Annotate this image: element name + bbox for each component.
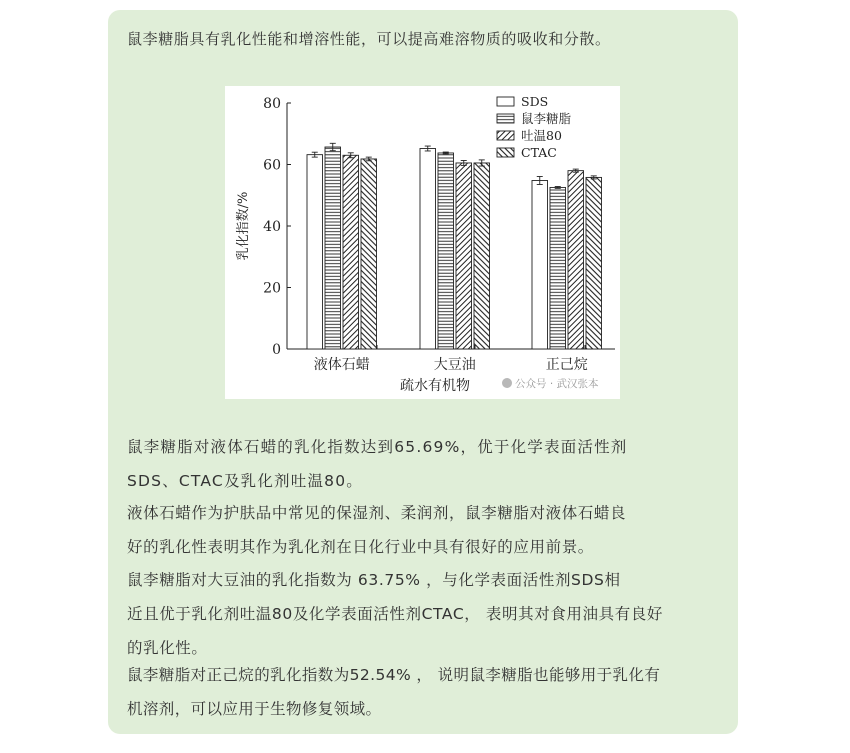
bar: [532, 180, 548, 349]
legend-swatch: [497, 148, 514, 157]
wechat-icon: [502, 378, 512, 388]
bar: [307, 155, 323, 349]
bar: [586, 177, 602, 349]
y-tick-label: 0: [272, 342, 281, 358]
legend-label: 吐温80: [521, 128, 562, 143]
intro-text: 鼠李糖脂具有乳化性能和增溶性能，可以提高难溶物质的吸收和分散。: [127, 30, 611, 48]
legend-swatch: [497, 114, 514, 123]
paragraph-liquid-paraffin: [127, 430, 727, 498]
paragraph-line: 鼠李糖脂对大豆油的乳化指数为 63.75% ，与化学表面活性剂SDS相: [127, 571, 621, 589]
paragraph-line: 鼠李糖脂对正己烷的乳化指数为52.54% ， 说明鼠李糖脂也能够用于乳化有: [127, 666, 661, 684]
paragraph-line: 好的乳化性表明其作为乳化剂在日化行业中具有很好的应用前景。: [127, 538, 594, 556]
x-tick-label: 正己烷: [545, 357, 588, 373]
x-tick-label: 液体石蜡: [313, 357, 370, 373]
paragraph-line: 机溶剂，可以应用于生物修复领域。: [127, 700, 382, 718]
y-tick-label: 80: [263, 96, 281, 112]
paragraph-line: SDS、CTAC及乳化剂吐温80。: [127, 472, 363, 490]
bar: [550, 187, 566, 349]
y-tick-label: 40: [263, 219, 281, 235]
y-tick-label: 20: [263, 280, 281, 297]
x-axis-label: 疏水有机物: [400, 378, 470, 394]
paragraph-cosmetics: [127, 496, 727, 564]
emulsification-chart: [225, 86, 620, 399]
y-tick-label: 60: [263, 157, 281, 174]
bar: [474, 163, 490, 349]
paragraph-hexane: [127, 658, 727, 726]
paragraph-line: 近且优于乳化剂吐温80及化学表面活性剂CTAC， 表明其对食用油具有良好: [127, 605, 663, 623]
bar: [325, 147, 341, 349]
bar: [438, 153, 454, 349]
legend-label: SDS: [521, 94, 549, 109]
paragraph-line: 液体石蜡作为护肤品中常见的保湿剂、柔润剂，鼠李糖脂对液体石蜡良: [127, 504, 627, 522]
chart-svg: [225, 86, 620, 399]
legend-label: 鼠李糖脂: [521, 111, 572, 126]
bar: [420, 149, 436, 349]
legend-label: CTAC: [521, 145, 557, 160]
legend-swatch: [497, 97, 514, 106]
paragraph-line: 的乳化性。: [127, 639, 208, 657]
paragraph-line: 鼠李糖脂对液体石蜡的乳化指数达到65.69%，优于化学表面活性剂: [127, 438, 628, 456]
bar: [343, 155, 359, 349]
bar: [456, 163, 472, 349]
x-tick-label: 大豆油: [433, 357, 476, 373]
watermark-text: 公众号 · 武汉张本: [515, 378, 599, 390]
y-axis-label: 乳化指数/%: [236, 191, 251, 261]
paragraph-soybean-oil: [127, 563, 727, 665]
legend-swatch: [497, 131, 514, 140]
bar: [568, 171, 584, 349]
bar: [361, 159, 377, 349]
